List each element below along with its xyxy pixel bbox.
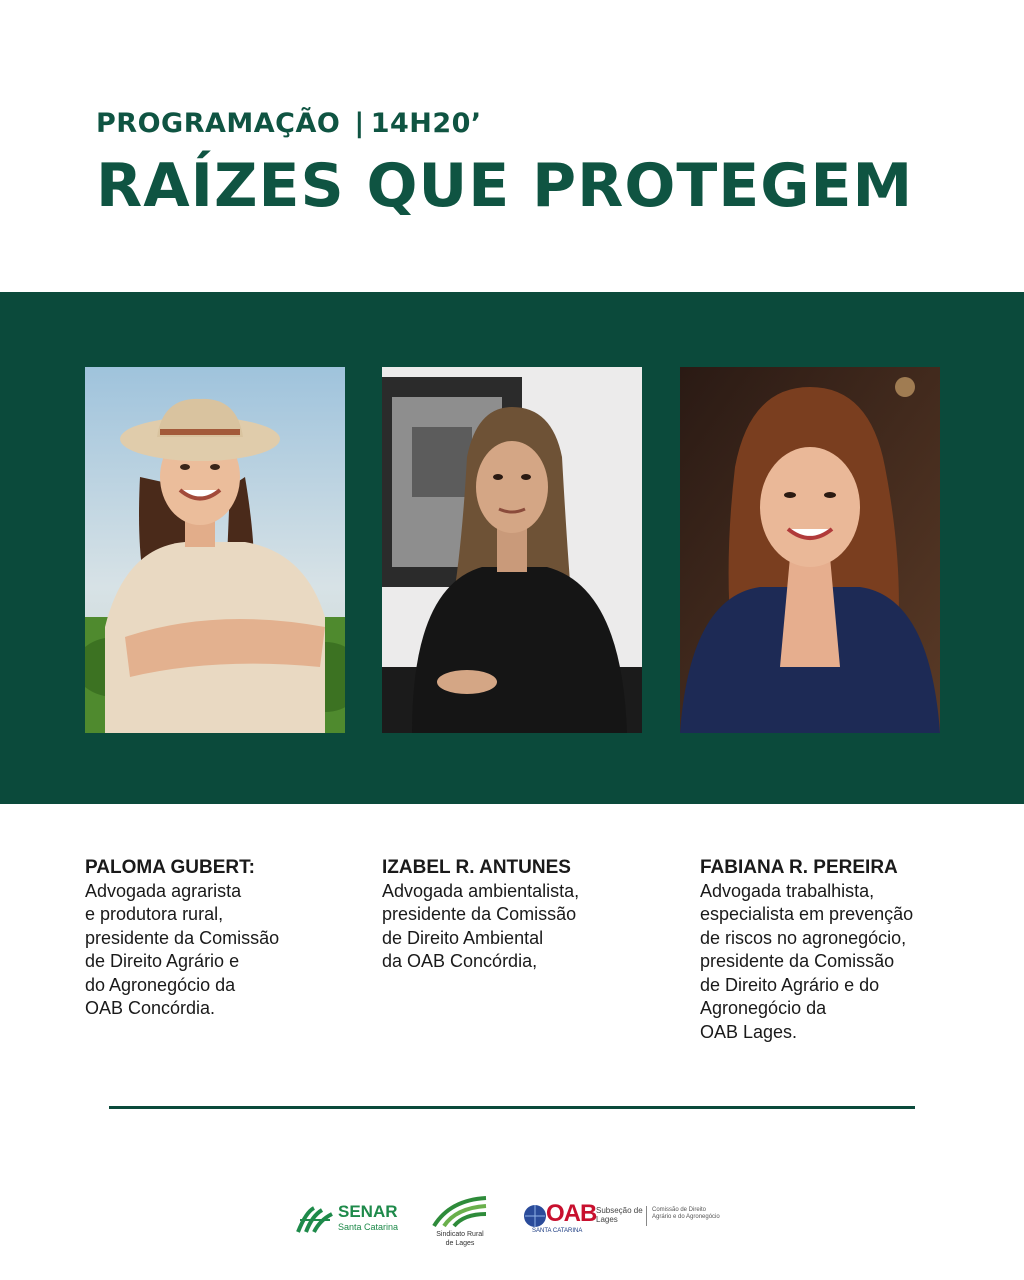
time-label: 14H20’ (370, 108, 482, 139)
speaker-name: IZABEL R. ANTUNES (382, 857, 571, 878)
bio-line: Advogada agrarista (85, 880, 242, 901)
logo-divider (646, 1206, 647, 1226)
oab-comissao (652, 1207, 742, 1221)
divider (109, 1106, 915, 1109)
sindicato-field-icon (430, 1194, 490, 1228)
speaker-bio-fabiana (700, 856, 990, 1044)
oab-state: SANTA CATARINA (532, 1228, 583, 1234)
speaker-photo-fabiana (680, 367, 940, 733)
bio-line: de Direito Agrário e do (700, 974, 880, 995)
sindicato-line: Sindicato Rural (436, 1231, 484, 1238)
senar-leaf-icon (296, 1202, 334, 1234)
portrait-izabel-image (382, 367, 642, 733)
program-label: PROGRAMAÇÃO (96, 108, 341, 139)
bio-line: de Direito Agrário e (85, 951, 240, 971)
bio-line: presidente da Comissão (700, 951, 895, 971)
page-title: RAÍZES QUE PROTEGEM (96, 151, 914, 221)
oab-subsecao-line: Lages (596, 1215, 618, 1224)
oab-comissao-line: Comissão de Direito (652, 1207, 707, 1213)
speaker-bio-paloma (85, 856, 375, 1021)
bio-line: da OAB Concórdia, (382, 951, 538, 971)
portrait-paloma-image (85, 367, 345, 733)
sindicato-text (430, 1230, 490, 1248)
senar-name: SENAR (338, 1202, 398, 1221)
header (96, 108, 913, 221)
sindicato-line: de Lages (445, 1240, 475, 1247)
speaker-photo-izabel (382, 367, 642, 733)
bio-line: Agronegócio da (700, 998, 827, 1018)
senar-sub: Santa Catarina (338, 1222, 399, 1232)
speaker-photo-paloma (85, 367, 345, 733)
portrait-fabiana-image (680, 367, 940, 733)
bio-line: presidente da Comissão (85, 927, 280, 948)
bio-line: do Agronegócio da (85, 974, 236, 995)
oab-subsecao (596, 1206, 646, 1224)
bio-line: e produtora rural, (85, 904, 224, 924)
separator: | (354, 108, 365, 139)
program-time (96, 108, 913, 139)
oab-name: OAB (546, 1200, 597, 1227)
oab-subsecao-line: Subseção de (596, 1206, 643, 1215)
speaker-name: PALOMA GUBERT: (85, 857, 255, 878)
bio-line: de Direito Ambiental (382, 927, 544, 948)
sponsor-logos (0, 1192, 1024, 1252)
bio-line: especialista em prevenção (700, 904, 914, 924)
bio-line: Advogada trabalhista, (700, 880, 875, 901)
bio-line: Advogada ambientalista, (382, 880, 580, 901)
bio-line: OAB Lages. (700, 1021, 798, 1042)
speaker-name: FABIANA R. PEREIRA (700, 857, 898, 878)
sindicato-logo (430, 1194, 490, 1247)
bio-line: presidente da Comissão (382, 904, 577, 924)
oab-comissao-line: Agrário e do Agronegócio (652, 1214, 720, 1220)
bio-line: de riscos no agronegócio, (700, 927, 907, 948)
bio-line: OAB Concórdia. (85, 998, 216, 1018)
speaker-bio-izabel (382, 856, 672, 974)
